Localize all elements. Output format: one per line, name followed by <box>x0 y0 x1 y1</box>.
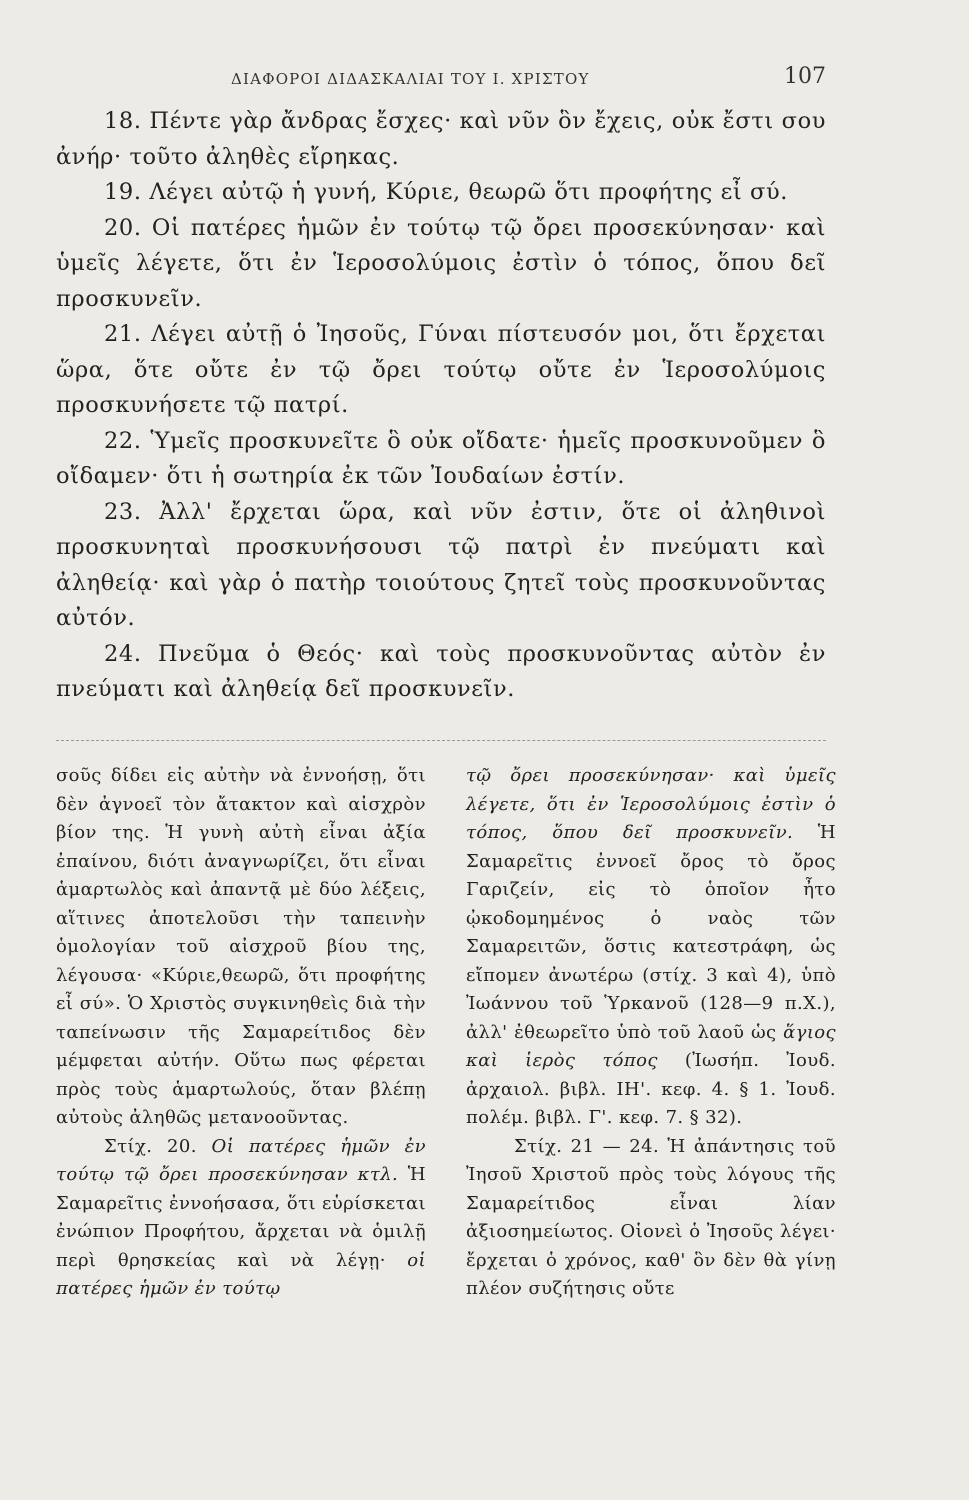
quoted-phrase: ἅγιος καὶ ἱερὸς τόπος <box>466 1021 836 1071</box>
scripture-text <box>56 104 826 708</box>
verse-22: 22. Ὑμεῖς προσκυνεῖτε ὃ οὐκ οἴδατε· ἡμεῖς προσκυνοῦμεν ὃ οἴδαμεν· ὅτι ἡ σωτηρία ἐκ τῶν Ἰουδαίων ἐστίν. <box>56 427 826 489</box>
commentary-text: Ἡ Σαμαρεῖτις ἐννοεῖ ὄρος τὸ ὄρος Γαριζείν, εἰς τὸ ὁποῖον ἦτο ᾠκοδομημένος ὁ ναὸς τῶν Σαμαρειτῶν, ὅστις κατεστράφη, ὡς εἴπομεν ἀνωτέρω (στίχ. 3 καὶ 4), ὑπὸ Ἰωάννου τοῦ Ὑρκανοῦ (128—9 π.Χ.), ἀλλ' ἐθεωρεῖτο ὑπὸ τοῦ λαοῦ ὡς <box>466 822 836 1043</box>
quoted-verse: Οἱ πατέρες ἡμῶν ἐν τούτῳ τῷ ὄρει προσεκύνησαν κτλ. <box>56 1135 426 1185</box>
separator-rule <box>56 740 826 741</box>
verse-23: 23. Ἀλλ' ἔρχεται ὥρα, καὶ νῦν ἐστιν, ὅτε οἱ ἀληθινοὶ προσκυνηταὶ προσκυνήσουσι τῷ πατρὶ ἐν πνεύματι καὶ ἀληθείᾳ· καὶ γὰρ ὁ πατὴρ τοιούτους ζητεῖ τοὺς προσκυνοῦντας αὐτόν. <box>56 498 826 631</box>
citation-text: (Ἰωσήπ. Ἰουδ. ἀρχαιολ. βιβλ. ΙΗ'. κεφ. 4. § 1. Ἰουδ. πολέμ. βιβλ. Γ'. κεφ. 7. § 32). <box>466 1050 836 1128</box>
page-number: 107 <box>784 64 826 89</box>
verse-18: 18. Πέντε γὰρ ἄνδρας ἔσχες· καὶ νῦν ὃν ἔχεις, οὐκ ἔστι σου ἀνήρ· τοῦτο ἀληθὲς εἴρηκας. <box>56 108 826 170</box>
commentary-paragraph: σοῦς δίδει εἰς αὐτὴν νὰ ἐννοήσῃ, ὅτι δὲν ἀγνοεῖ τὸν ἄτακτον καὶ αἰσχρὸν βίον της. Ἡ γυνὴ αὐτὴ εἶναι ἀξία ἐπαίνου, διότι ἀναγνωρίζει, ὅτι εἶναι ἁμαρτωλὸς καὶ ἀπαντᾷ μὲ δύο λέξεις, αἵτινες ἀποτελοῦσι τὴν ταπεινὴν ὁμολογίαν τοῦ αἰσχροῦ βίου της, λέγουσα· «Κύριε,θεωρῶ, ὅτι προφήτης εἶ σύ». Ὁ Χριστὸς συγκινηθεὶς διὰ τὴν ταπείνωσιν τῆς Σαμαρείτιδος δὲν μέμφεται αὐτήν. Οὕτω πως φέρεται πρὸς τοὺς ἁμαρτωλούς, ὅταν βλέπῃ αὐτοὺς ἀληθῶς μετανοοῦντας. <box>56 765 426 1128</box>
verse-21: 21. Λέγει αὐτῇ ὁ Ἰησοῦς, Γύναι πίστευσόν μοι, ὅτι ἔρχεται ὥρα, ὅτε οὔτε ἐν τῷ ὄρει τούτῳ οὔτε ἐν Ἱεροσολύμοις προσκυνήσετε τῷ πατρί. <box>56 321 826 418</box>
quoted-verse: τῷ ὄρει προσεκύνησαν· καὶ ὑμεῖς λέγετε, ὅτι ἐν Ἱεροσολύμοις ἐστὶν ὁ τόπος, ὅπου δεῖ προσκυνεῖν. <box>466 765 836 843</box>
commentary-text: Ἡ Σαμαρεῖτις ἐννοήσασα, ὅτι εὑρίσκεται ἐνώπιον Προφήτου, ἄρχεται νὰ ὁμιλῇ περὶ θρησκείας καὶ νὰ λέγῃ· <box>56 1164 426 1271</box>
verse-19: 19. Λέγει αὐτῷ ἡ γυνή, Κύριε, θεωρῶ ὅτι προφήτης εἶ σύ. <box>104 179 788 205</box>
commentary-paragraph-verses-21-24: Στίχ. 21 — 24. Ἡ ἀπάντησις τοῦ Ἰησοῦ Χριστοῦ πρὸς τοὺς λόγους τῆς Σαμαρείτιδος εἶναι λίαν ἀξιοσημείωτος. Οἱονεὶ ὁ Ἰησοῦς λέγει· ἔρχεται ὁ χρόνος, καθ' ὃν δὲν θὰ γίνῃ πλέον συζήτησις οὔτε <box>466 1135 836 1299</box>
commentary-right-column <box>466 762 836 1304</box>
commentary-paragraph <box>466 762 836 1133</box>
verse-24: 24. Πνεῦμα ὁ Θεός· καὶ τοὺς προσκυνοῦντας αὐτὸν ἐν πνεύματι καὶ ἀληθείᾳ δεῖ προσκυνεῖν. <box>56 640 826 702</box>
quoted-verse: οἱ πατέρες ἡμῶν ἐν τούτῳ <box>56 1249 426 1299</box>
commentary-paragraph-verse-20 <box>56 1133 426 1304</box>
verse-20: 20. Οἱ πατέρες ἡμῶν ἐν τούτῳ τῷ ὄρει προσεκύνησαν· καὶ ὑμεῖς λέγετε, ὅτι ἐν Ἱεροσολύμοις ἐστὶν ὁ τόπος, ὅπου δεῖ προσκυνεῖν. <box>56 214 826 312</box>
running-title: ΔΙΑΦΟΡΟΙ ΔΙΔΑΣΚΑΛΙΑΙ ΤΟΥ Ι. ΧΡΙΣΤΟΥ <box>231 70 590 88</box>
page-header <box>56 64 826 94</box>
commentary-left-column <box>56 762 426 1304</box>
verse-reference: Στίχ. 20. <box>104 1135 212 1157</box>
